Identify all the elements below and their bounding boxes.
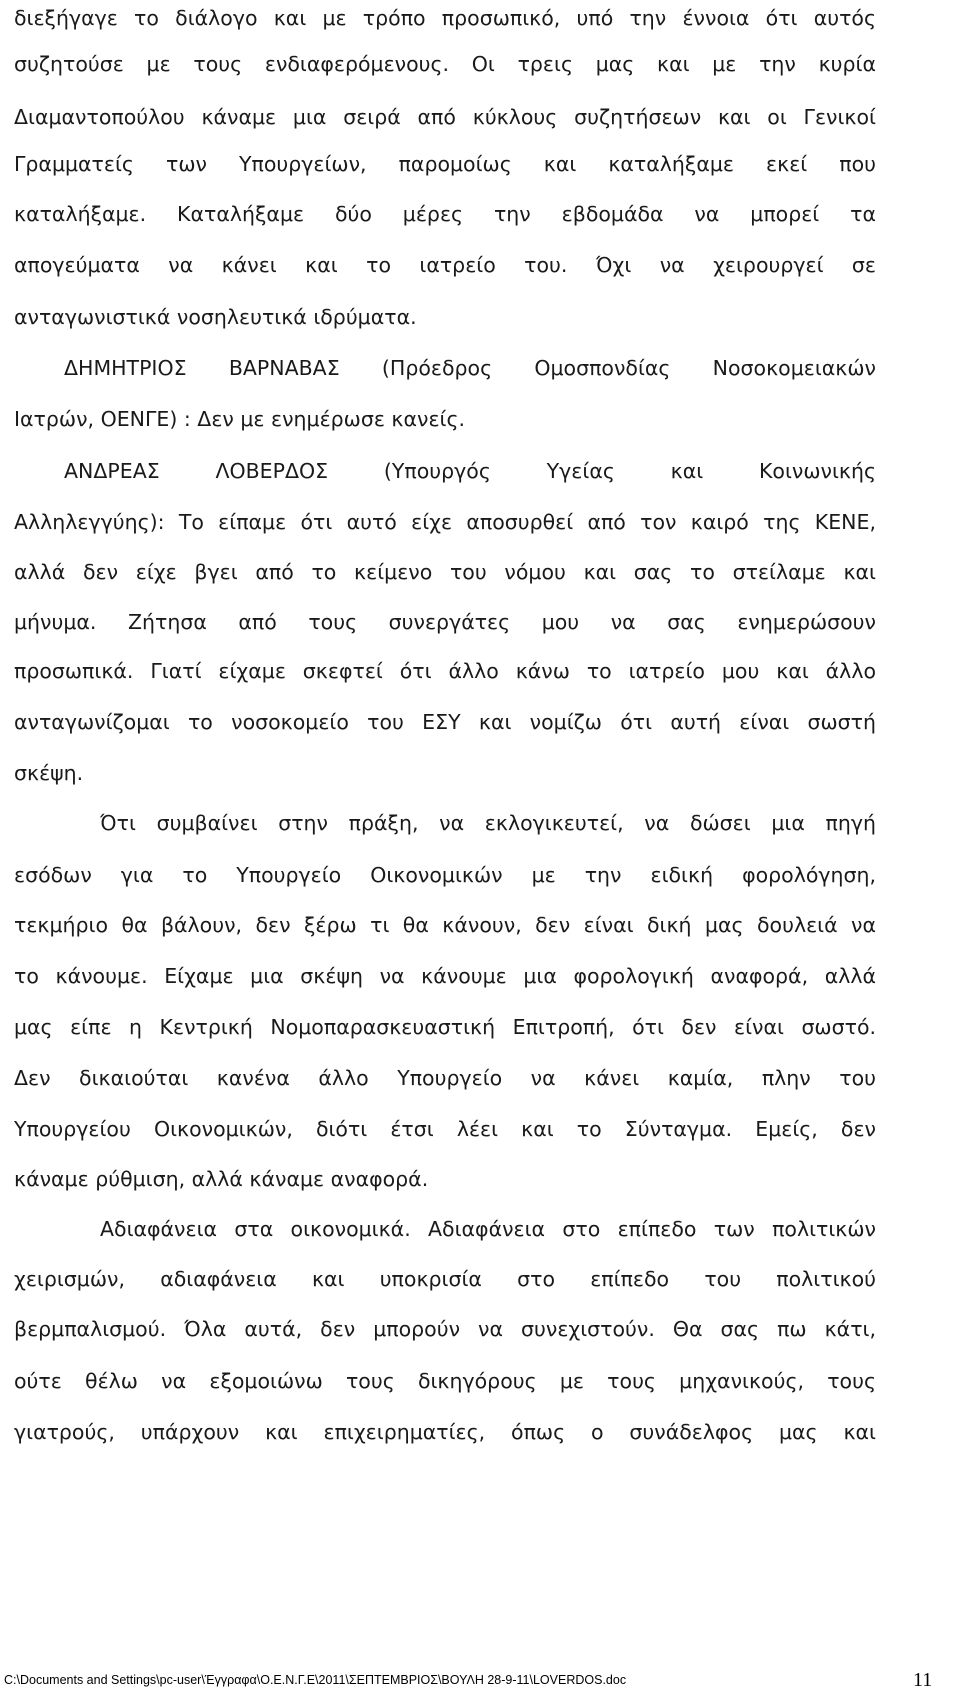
text-line: το κάνουμε. Είχαμε μια σκέψη να κάνουμε μια φορολογική αναφορά, αλλά (14, 964, 876, 988)
text-line: προσωπικά. Γιατί είχαμε σκεφτεί ότι άλλο κάνω το ιατρείο μου και άλλο (14, 659, 876, 683)
text-line: Γραμματείς των Υπουργείων, παρομοίως και καταλήξαμε εκεί που (14, 152, 876, 176)
text-line: συζητούσε με τους ενδιαφερόμενους. Οι τρεις μας και με την κυρία (14, 52, 876, 76)
footer-file-path: C:\Documents and Settings\pc-user\Έγγραφα\Ο.Ε.Ν.Γ.Ε\2011\ΣΕΠΤΕΜΒΡΙΟΣ\ΒΟΥΛΗ 28-9-11\LOVERDOS.doc (4, 1673, 627, 1687)
paragraph-first-line: Ότι συμβαίνει στην πράξη, να εκλογικευτεί, να δώσει μια πηγή (100, 811, 876, 835)
speaker-line: ΑΝΔΡΕΑΣ ΛΟΒΕΡΔΟΣ (Υπουργός Υγείας και Κοινωνικής (64, 459, 876, 483)
text-line: αλλά δεν είχε βγει από το κείμενο του νόμου και σας το στείλαμε και (14, 560, 876, 584)
text-line: μας είπε η Κεντρική Νομοπαρασκευαστική Επιτροπή, ότι δεν είναι σωστό. (14, 1015, 876, 1039)
speaker-line: ΔΗΜΗΤΡΙΟΣ ΒΑΡΝΑΒΑΣ (Πρόεδρος Ομοσπονδίας Νοσοκομειακών (64, 356, 876, 380)
text-line: γιατρούς, υπάρχουν και επιχειρηματίες, όπως ο συνάδελφος μας και (14, 1420, 876, 1444)
text-line: Αλληλεγγύης): Το είπαμε ότι αυτό είχε αποσυρθεί από τον καιρό της ΚΕΝΕ, (14, 510, 876, 534)
text-line: Διαμαντοπούλου κάναμε μια σειρά από κύκλους συζητήσεων και οι Γενικοί (14, 105, 876, 129)
text-line: Ιατρών, ΟΕΝΓΕ) : Δεν με ενημέρωσε κανείς. (14, 407, 466, 431)
text-line: καταλήξαμε. Καταλήξαμε δύο μέρες την εβδομάδα να μπορεί τα (14, 202, 876, 226)
text-line: απογεύματα να κάνει και το ιατρείο του. Όχι να χειρουργεί σε (14, 253, 876, 277)
text-line: εσόδων για το Υπουργείο Οικονομικών με την ειδική φορολόγηση, (14, 863, 876, 887)
text-line: Υπουργείου Οικονομικών, διότι έτσι λέει και το Σύνταγμα. Εμείς, δεν (14, 1117, 876, 1141)
text-line: μήνυμα. Ζήτησα από τους συνεργάτες μου να σας ενημερώσουν (14, 610, 876, 634)
paragraph-first-line: Αδιαφάνεια στα οικονομικά. Αδιαφάνεια στο επίπεδο των πολιτικών (100, 1217, 876, 1241)
text-line: ανταγωνίζομαι το νοσοκομείο του ΕΣΥ και νομίζω ότι αυτή είναι σωστή (14, 710, 876, 734)
text-line: ούτε θέλω να εξομοιώνω τους δικηγόρους με τους μηχανικούς, τους (14, 1369, 876, 1393)
text-line: σκέψη. (14, 761, 84, 785)
text-line: ανταγωνιστικά νοσηλευτικά ιδρύματα. (14, 305, 417, 329)
page-number: 11 (913, 1669, 933, 1691)
text-line: διεξήγαγε το διάλογο και με τρόπο προσωπικό, υπό την έννοια ότι αυτός (14, 6, 876, 30)
text-line: βερμπαλισμού. Όλα αυτά, δεν μπορούν να συνεχιστούν. Θα σας πω κάτι, (14, 1317, 876, 1341)
text-line: χειρισμών, αδιαφάνεια και υποκρισία στο επίπεδο του πολιτικού (14, 1267, 876, 1291)
text-line: κάναμε ρύθμιση, αλλά κάναμε αναφορά. (14, 1167, 429, 1191)
text-line: Δεν δικαιούται κανένα άλλο Υπουργείο να κάνει καμία, πλην του (14, 1066, 876, 1090)
text-line: τεκμήριο θα βάλουν, δεν ξέρω τι θα κάνουν, δεν είναι δική μας δουλειά να (14, 913, 876, 937)
